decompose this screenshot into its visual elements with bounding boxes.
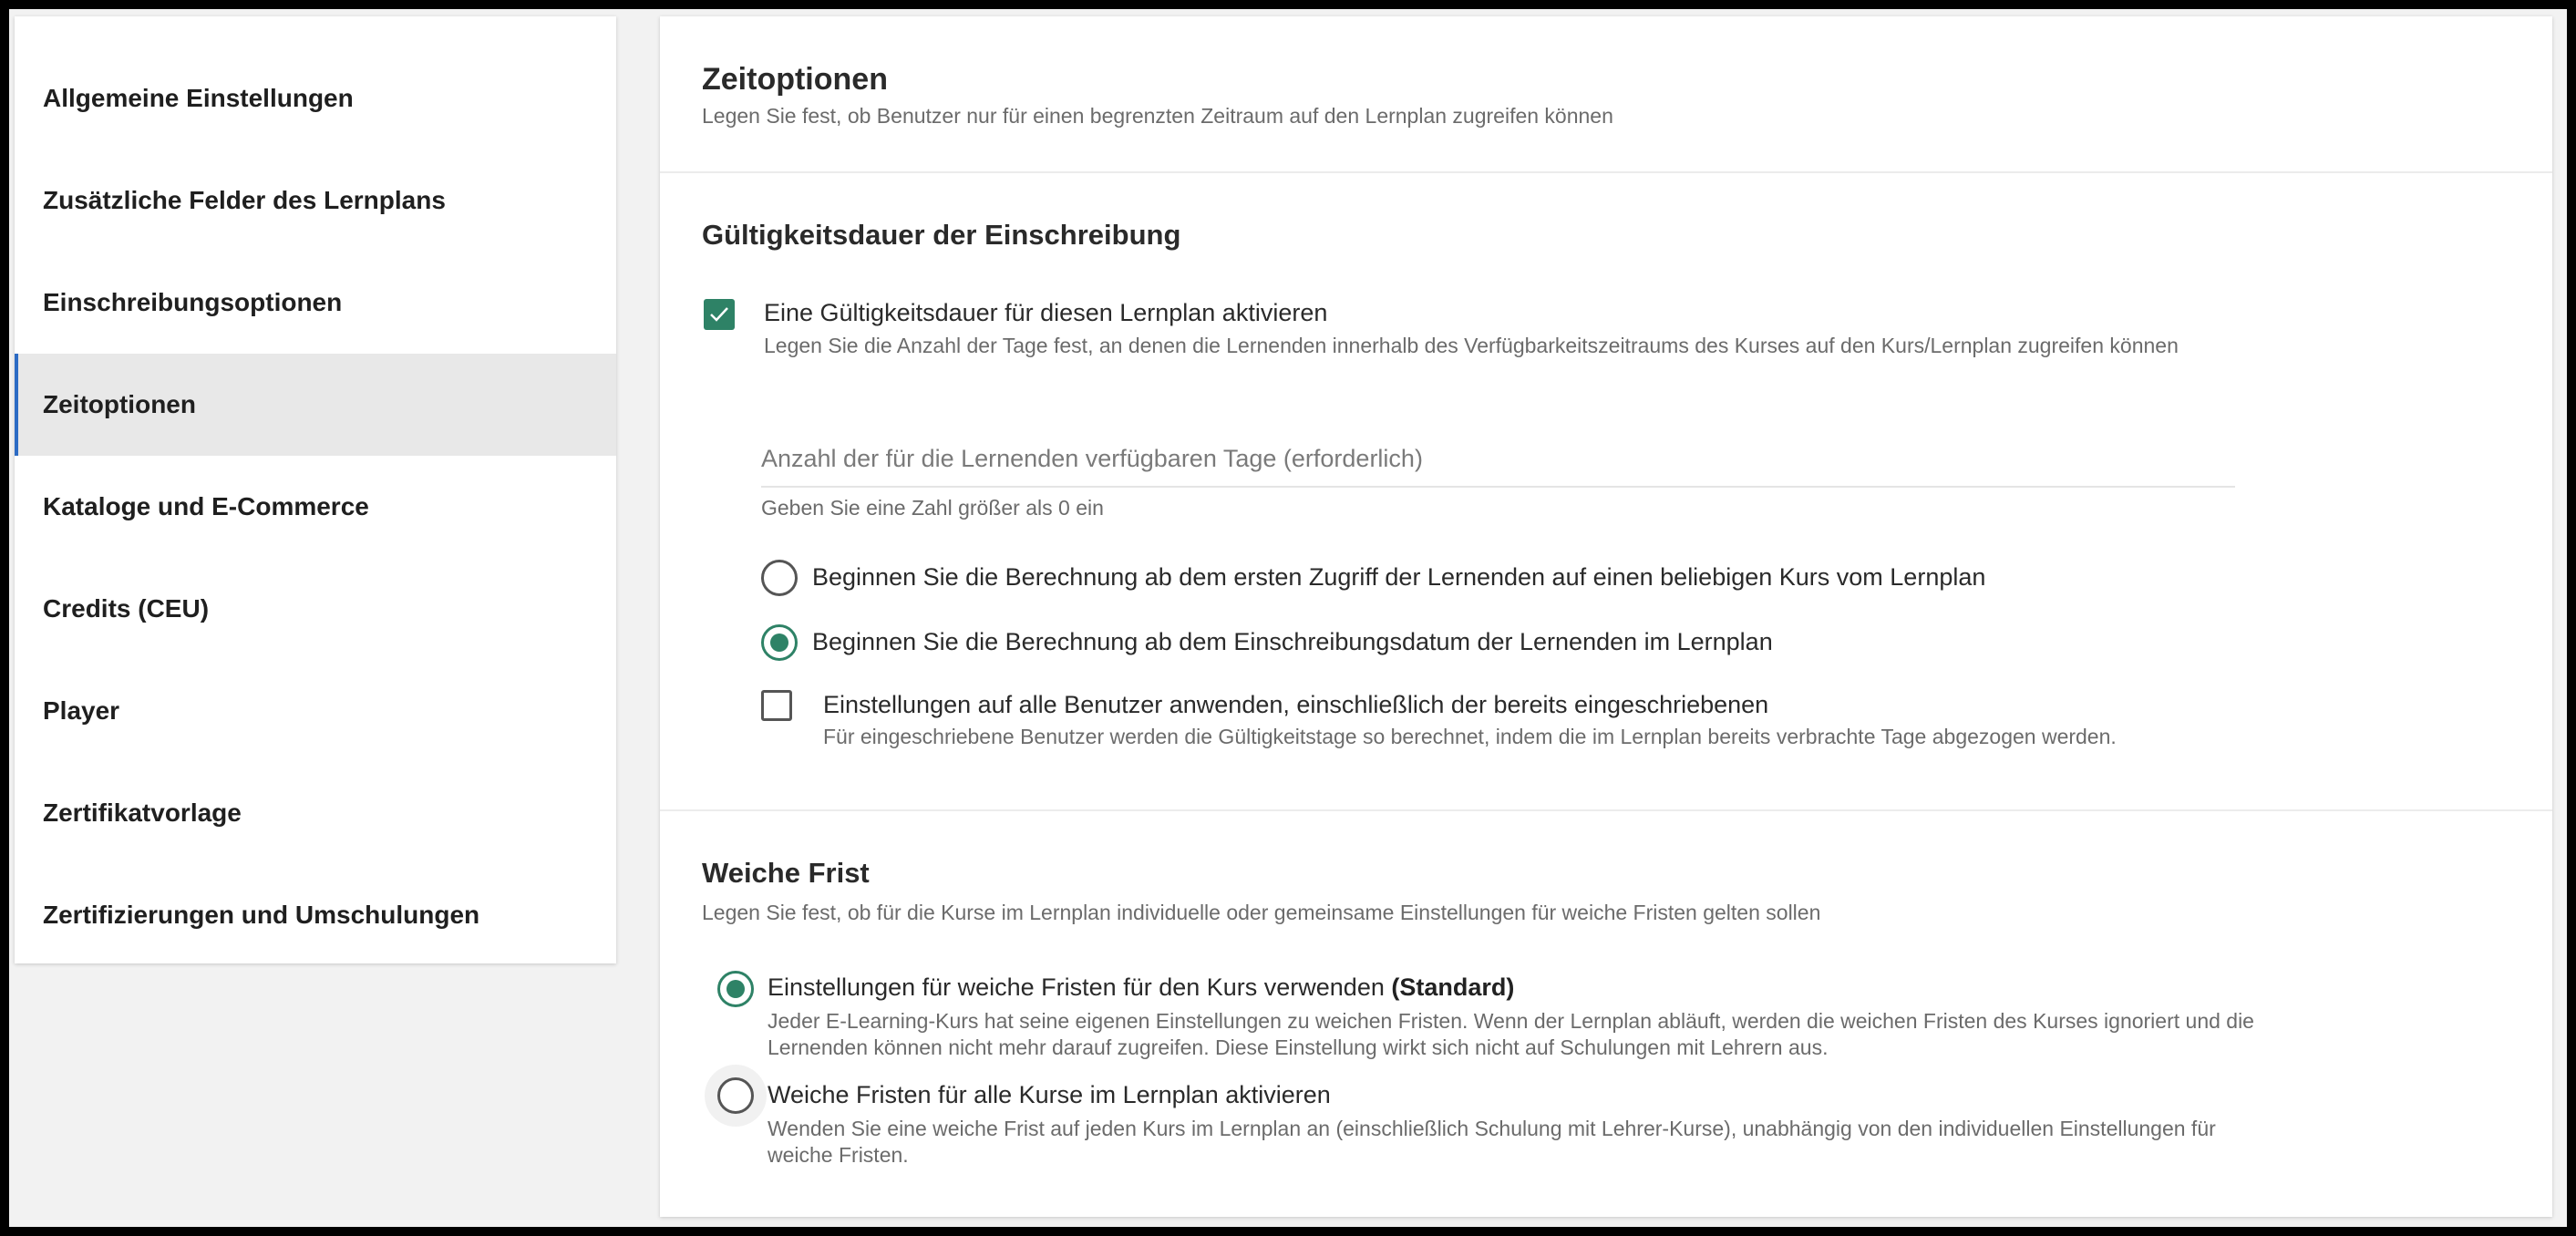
calc-enrollment-date-radio[interactable] (761, 624, 798, 661)
sidebar-item-label: Kataloge und E-Commerce (43, 492, 369, 520)
time-options-panel (660, 16, 2552, 1217)
sidebar-item-label: Player (43, 696, 120, 725)
radio-selected-dot (770, 633, 788, 652)
validity-section-title: Gültigkeitsdauer der Einschreibung (702, 219, 1181, 251)
calc-first-access-label[interactable]: Beginnen Sie die Berechnung ab dem ersten Zugriff der Lernenden auf einen beliebigen Kurs vom Lernplan (812, 563, 1986, 591)
page-subtitle: Legen Sie fest, ob Benutzer nur für einen begrenzten Zeitraum auf den Lernplan zugreifen können (702, 104, 1613, 128)
days-input-underline (761, 486, 2235, 488)
section-divider (660, 809, 2552, 811)
sidebar-item-einschreibungsoptionen[interactable] (15, 252, 616, 354)
sidebar-item-kataloge-ecommerce[interactable] (15, 456, 616, 558)
apply-all-users-checkbox[interactable] (761, 690, 792, 721)
calc-first-access-radio[interactable] (761, 560, 798, 596)
days-available-input[interactable] (761, 445, 2235, 473)
checkmark-icon (708, 305, 730, 324)
sidebar-item-label: Allgemeine Einstellungen (43, 84, 354, 112)
use-course-soft-deadline-radio[interactable] (717, 971, 754, 1007)
days-available-placeholder: Anzahl der für die Lernenden verfügbaren Tage (erforderlich) (761, 445, 1423, 472)
enable-validity-label: Eine Gültigkeitsdauer für diesen Lernplan aktivieren (764, 299, 1328, 326)
calc-enrollment-date-label[interactable]: Beginnen Sie die Berechnung ab dem Einschreibungsdatum der Lernenden im Lernplan (812, 628, 1773, 655)
sidebar-item-zertifizierungen[interactable] (15, 864, 616, 966)
use-course-soft-deadline-description: Jeder E-Learning-Kurs hat seine eigenen Einstellungen zu weichen Fristen. Wenn der Lernplan abläuft, werden die weichen Fristen des Kurses ignoriert und die Lernenden können nicht mehr darauf zugreifen. Diese Einstellung wirkt sich nicht auf Schulungen mit Lehrern aus. (768, 1009, 2254, 1059)
sidebar-item-label: Einschreibungsoptionen (43, 288, 343, 316)
apply-all-users-description: Für eingeschriebene Benutzer werden die Gültigkeitstage so berechnet, indem die im Lernplan bereits verbrachte Tage abgezogen werden. (823, 725, 2117, 748)
use-course-soft-deadline-label[interactable]: Einstellungen für weiche Fristen für den Kurs verwenden (Standard) (768, 973, 1515, 1001)
sidebar-item-zeitoptionen[interactable] (15, 354, 616, 456)
header-divider (660, 171, 2552, 173)
enable-all-soft-deadline-radio[interactable] (717, 1077, 754, 1114)
enable-all-soft-deadline-label[interactable]: Weiche Fristen für alle Kurse im Lernplan aktivieren (768, 1081, 1331, 1108)
radio-selected-dot (726, 980, 745, 998)
sidebar-item-credits[interactable] (15, 558, 616, 660)
sidebar-item-zusaetzliche-felder[interactable] (15, 149, 616, 252)
default-tag: (Standard) (1391, 973, 1515, 1001)
soft-deadline-subtitle: Legen Sie fest, ob für die Kurse im Lernplan individuelle oder gemeinsame Einstellungen für weiche Fristen gelten sollen (702, 901, 1821, 924)
enable-validity-checkbox[interactable] (704, 299, 735, 330)
sidebar-item-label: Zertifizierungen und Umschulungen (43, 901, 480, 929)
sidebar-item-label: Zeitoptionen (43, 390, 196, 418)
days-input-helper-text: Geben Sie eine Zahl größer als 0 ein (761, 496, 1104, 520)
page-title: Zeitoptionen (702, 62, 888, 97)
sidebar-item-player[interactable] (15, 660, 616, 762)
sidebar-item-zertifikatvorlage[interactable] (15, 762, 616, 864)
enable-validity-description: Legen Sie die Anzahl der Tage fest, an denen die Lernenden innerhalb des Verfügbarkeitszeitraums des Kurses auf den Kurs/Lernplan zugreifen können (764, 334, 2179, 357)
apply-all-users-label: Einstellungen auf alle Benutzer anwenden, einschließlich der bereits eingeschriebenen (823, 691, 1769, 718)
sidebar-item-label: Zusätzliche Felder des Lernplans (43, 186, 446, 214)
sidebar-item-label: Zertifikatvorlage (43, 798, 242, 827)
settings-sidebar (15, 16, 616, 963)
sidebar-item-label: Credits (CEU) (43, 594, 210, 623)
sidebar-item-allgemeine-einstellungen[interactable] (15, 47, 616, 149)
enable-all-soft-deadline-description: Wenden Sie eine weiche Frist auf jeden Kurs im Lernplan an (einschließlich Schulung mit Lehrer-Kurse), unabhängig von den individuellen Einstellungen für weiche Fristen. (768, 1117, 2216, 1167)
soft-deadline-title: Weiche Frist (702, 857, 870, 889)
